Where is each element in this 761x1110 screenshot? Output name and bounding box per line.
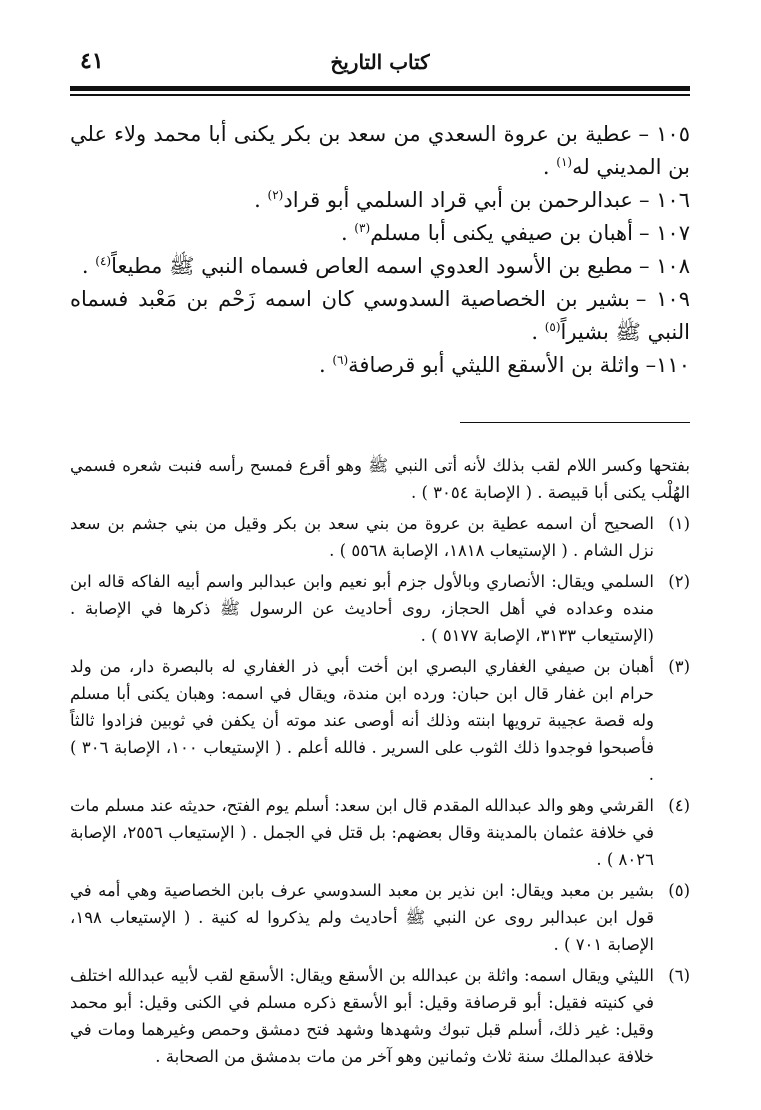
footnote-number: (٥) bbox=[668, 881, 690, 900]
entry: ١٠٦ –عبدالرحمن بن أبي قراد السلمي أبو قراد$^{(٢)}$ . bbox=[254, 188, 690, 212]
entry-number: ١٠٨ – bbox=[638, 254, 690, 278]
entry-number: ١٠٥ – bbox=[638, 122, 690, 146]
footnote-text: السلمي ويقال: الأنصاري وبالأول جزم أبو نعيم وابن عبدالبر واسم أبيه الفاكه قاله ابن منده وعداده في أهل الحجاز، روى أحاديث عن الرسول ﷺ ذكرها في الإصابة . (الإستيعاب ٣١٣٣، الإصابة ٥١٧٧ ) . bbox=[70, 572, 654, 645]
page-number: ٤١ bbox=[80, 48, 104, 74]
footnote bbox=[70, 653, 690, 788]
footnote-continuation: بفتحها وكسر اللام لقب بذلك لأنه أتى النبي ﷺ وهو أقرع فمسح رأسه فنبت شعره فسمي الهُلْب يكنى أبا قبيصة . ( الإصابة ٣٠٥٤ ) . bbox=[70, 456, 690, 502]
footnote-text: أهبان بن صيفي الغفاري البصري ابن أخت أبي ذر الغفاري له بالبصرة دار، من ولد حرام ابن غفار قال ابن حبان: ورده ابن مندة، ويقال في اسمه: وهبان يكنى أبا مسلم وله قصة عجيبة ترويها ابنته وذلك أنه أوصى عند موته أن يكفن في ثوبين فزادوا ثالثاً فأصبحوا فوجدوا ذلك الثوب على السرير . فالله أعلم . ( الإستيعاب ١٠٠، الإصابة ٣٠٦ ) . bbox=[70, 657, 654, 784]
footnote bbox=[70, 568, 690, 649]
footnote-text: القرشي وهو والد عبدالله المقدم قال ابن سعد: أسلم يوم الفتح، حديثه عند مسلم مات في خلافة عثمان بالمدينة وقال بعضهم: بل قتل في الجمل . ( الإستيعاب ٢٥٥٦، الإصابة ٨٠٢٦ ) . bbox=[70, 796, 654, 869]
footnote-ref[interactable]: (٥) bbox=[544, 320, 561, 334]
entry-text: عطية بن عروة السعدي من سعد بن بكر يكنى أبا محمد ولاء علي بن المديني له bbox=[70, 122, 690, 179]
book-page bbox=[70, 40, 690, 1100]
footnote-ref[interactable]: (٣) bbox=[354, 221, 371, 235]
footnote-number: (٣) bbox=[668, 657, 690, 676]
header-rule-thick bbox=[70, 86, 690, 91]
footnote-ref[interactable]: (٦) bbox=[332, 353, 349, 367]
footnote-text: الليثي ويقال اسمه: واثلة بن عبدالله بن الأسقع ويقال: الأسقع لقب لأبيه عبدالله اختلف في كنيته فقيل: أبو قرصافة وقيل: أبو الأسقع ذكره مسلم في الكنى وقيل: أبو محمد وقيل: غير ذلك، أسلم قبل تبوك وشهدها وشهد فتح دمشق وحمص وغيرهما ومات في خلافة عبدالملك سنة ثلاث وثمانين وهو آخر من مات بدمشق من الصحابة . bbox=[70, 966, 654, 1066]
entry-number: ١٠٧ – bbox=[638, 221, 690, 245]
running-title: كتاب التاريخ bbox=[330, 50, 430, 74]
entry-text: بشير بن الخصاصية السدوسي كان اسمه زَحْم بن مَعْبد فسماه النبي ﷺ بشيراً bbox=[70, 287, 690, 344]
header-rule-thin bbox=[70, 94, 690, 96]
entry: ١١٠–واثلة بن الأسقع الليثي أبو قرصافة$^{(٦)}$ . bbox=[318, 353, 690, 377]
footnote-ref[interactable]: (١) bbox=[556, 155, 573, 169]
footnote-number: (٦) bbox=[668, 966, 690, 985]
entry: ١٠٥ –عطية بن عروة السعدي من سعد بن بكر يكنى أبا محمد ولاء علي بن المديني له$^{(١)}$ . bbox=[70, 122, 690, 179]
entry: ١٠٧ –أهبان بن صيفي يكنى أبا مسلم$^{(٣)}$ . bbox=[340, 221, 690, 245]
footnote-number: (٤) bbox=[668, 796, 690, 815]
footnotes bbox=[70, 452, 690, 1074]
footnote-text: الصحيح أن اسمه عطية بن عروة من بني سعد بن بكر وقيل من بني جشم بن سعد نزل الشام . ( الإستيعاب ١٨١٨، الإصابة ٥٥٦٨ ) . bbox=[70, 514, 654, 560]
footnote-ref[interactable]: (٢) bbox=[267, 188, 284, 202]
entry-text: مطيع بن الأسود العدوي اسمه العاص فسماه النبي ﷺ مطيعاً bbox=[111, 254, 633, 278]
entry: ١٠٨ –مطيع بن الأسود العدوي اسمه العاص فسماه النبي ﷺ مطيعاً$^{(٤)}$ . bbox=[81, 254, 690, 278]
entry-number: ١١٠– bbox=[645, 353, 690, 377]
entry-text: واثلة بن الأسقع الليثي أبو قرصافة bbox=[348, 353, 640, 377]
entry-number: ١٠٩ – bbox=[635, 287, 690, 311]
footnote-separator bbox=[460, 422, 690, 423]
footnote bbox=[70, 510, 690, 564]
page-header bbox=[70, 40, 690, 88]
footnote-ref[interactable]: (٤) bbox=[95, 254, 112, 268]
entry-text: عبدالرحمن بن أبي قراد السلمي أبو قراد bbox=[283, 188, 633, 212]
entry: ١٠٩ –بشير بن الخصاصية السدوسي كان اسمه زَحْم بن مَعْبد فسماه النبي ﷺ بشيراً$^{(٥)}$ . bbox=[70, 287, 690, 344]
footnote-number: (١) bbox=[668, 514, 690, 533]
footnote bbox=[70, 962, 690, 1070]
entry-list bbox=[70, 118, 690, 382]
footnote bbox=[70, 877, 690, 958]
footnote-text: بشير بن معبد ويقال: ابن نذير بن معبد السدوسي عرف بابن الخصاصية وهي أمه في قول ابن عبدالبر روى عن النبي ﷺ أحاديث ولم يذكروا له كنية . ( الإستيعاب ١٩٨، الإصابة ٧٠١ ) . bbox=[70, 881, 654, 954]
footnote-number: (٢) bbox=[668, 572, 690, 591]
entry-number: ١٠٦ – bbox=[638, 188, 690, 212]
footnote bbox=[70, 792, 690, 873]
entry-text: أهبان بن صيفي يكنى أبا مسلم bbox=[370, 221, 633, 245]
